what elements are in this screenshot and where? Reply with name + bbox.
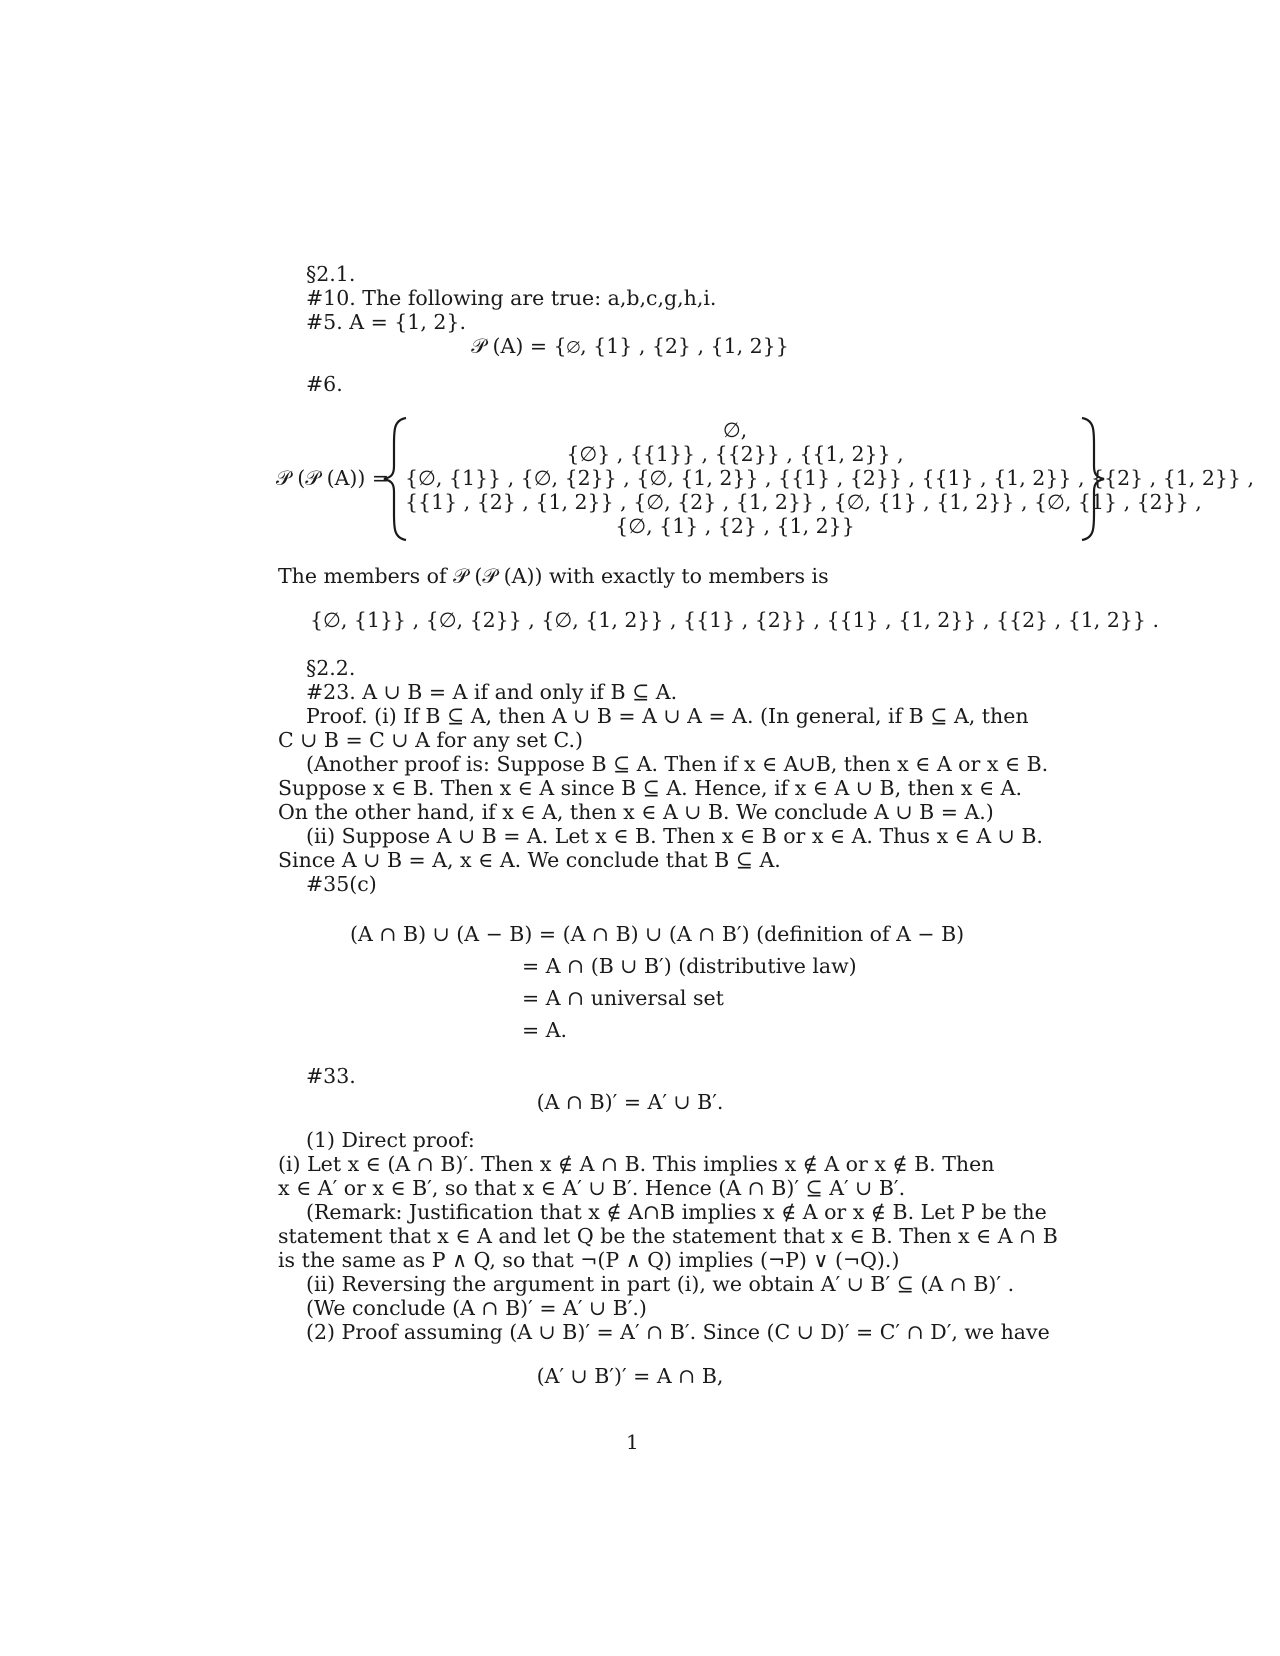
eq-35c-line-4: = A. <box>522 1018 568 1042</box>
proof-23-line-2: C ∪ B = C ∪ A for any set C.) <box>278 728 584 752</box>
problem-23: #23. A ∪ B = A if and only if B ⊆ A. <box>306 680 678 704</box>
ppa-row-3: {∅, {1}} , {∅, {2}} , {∅, {1, 2}} , {{1} , {2}} , {{1} , {1, 2}} , {{2} , {1, 2}} , <box>405 466 1254 490</box>
proof-23-line-4: Suppose x ∈ B. Then x ∈ A since B ⊆ A. Hence, if x ∈ A ∪ B, then x ∈ A. <box>278 776 1022 800</box>
ppa-row-5: {∅, {1} , {2} , {1, 2}} <box>615 514 855 538</box>
problem-33: #33. <box>306 1064 356 1088</box>
members-intro: The members of 𝒫 (𝒫 (A)) with exactly to members is <box>278 564 829 588</box>
problem-35c: #35(c) <box>306 872 377 896</box>
part-ii-line-2: (We conclude (A ∩ B)′ = A′ ∪ B′.) <box>306 1296 647 1320</box>
page-number: 1 <box>626 1430 639 1454</box>
members-list: {∅, {1}} , {∅, {2}} , {∅, {1, 2}} , {{1} , {2}} , {{1} , {1, 2}} , {{2} , {1, 2}} . <box>310 608 1159 632</box>
direct-proof-line-2: x ∈ A′ or x ∈ B′, so that x ∈ A′ ∪ B′. Hence (A ∩ B)′ ⊆ A′ ∪ B′. <box>278 1176 906 1200</box>
proof-23-line-3: (Another proof is: Suppose B ⊆ A. Then if x ∈ A∪B, then x ∈ A or x ∈ B. <box>306 752 1049 776</box>
part-ii-line-1: (ii) Reversing the argument in part (i), we obtain A′ ∪ B′ ⊆ (A ∩ B)′ . <box>306 1272 1015 1296</box>
eq-35c-line-2: = A ∩ (B ∪ B′) (distributive law) <box>522 954 857 978</box>
remark-line-2: statement that x ∈ A and let Q be the statement that x ∈ B. Then x ∈ A ∩ B <box>278 1224 1058 1248</box>
remark-line-1: (Remark: Justification that x ∉ A∩B implies x ∉ A or x ∉ B. Let P be the <box>306 1200 1047 1224</box>
proof-2-line: (2) Proof assuming (A ∪ B)′ = A′ ∩ B′. Since (C ∪ D)′ = C′ ∩ D′, we have <box>306 1320 1050 1344</box>
ppa-lhs: 𝒫 (𝒫 (A)) = <box>276 466 390 490</box>
ppa-row-2: {∅} , {{1}} , {{2}} , {{1, 2}} , <box>566 442 904 466</box>
section-heading-2-1: §2.1. <box>306 262 356 286</box>
ppa-row-4: {{1} , {2} , {1, 2}} , {∅, {2} , {1, 2}} , {∅, {1} , {1, 2}} , {∅, {1} , {2}} , <box>405 490 1202 514</box>
equation-proof-2: (A′ ∪ B′)′ = A ∩ B, <box>536 1364 724 1388</box>
power-set-equation: 𝒫 (A) = {∅, {1} , {2} , {1, 2}} <box>471 334 789 358</box>
proof-23-line-6: (ii) Suppose A ∪ B = A. Let x ∈ B. Then x ∈ B or x ∈ A. Thus x ∈ A ∪ B. <box>306 824 1043 848</box>
proof-23-line-5: On the other hand, if x ∈ A, then x ∈ A ∪ B. We conclude A ∪ B = A.) <box>278 800 994 824</box>
eq-35c-line-1: (A ∩ B) ∪ (A − B) = (A ∩ B) ∪ (A ∩ B′) (definition of A − B) <box>350 922 965 946</box>
problem-10: #10. The following are true: a,b,c,g,h,i. <box>306 286 717 310</box>
proof-23-line-1: Proof. (i) If B ⊆ A, then A ∪ B = A ∪ A = A. (In general, if B ⊆ A, then <box>306 704 1029 728</box>
direct-proof-heading: (1) Direct proof: <box>306 1128 475 1152</box>
section-heading-2-2: §2.2. <box>306 656 356 680</box>
problem-6: #6. <box>306 372 343 396</box>
proof-23-line-7: Since A ∪ B = A, x ∈ A. We conclude that B ⊆ A. <box>278 848 781 872</box>
equation-33: (A ∩ B)′ = A′ ∪ B′. <box>536 1090 724 1114</box>
ppa-row-1: ∅, <box>722 418 748 442</box>
problem-5: #5. A = {1, 2}. <box>306 310 466 334</box>
eq-35c-line-3: = A ∩ universal set <box>522 986 724 1010</box>
direct-proof-line-1: (i) Let x ∈ (A ∩ B)′. Then x ∉ A ∩ B. This implies x ∉ A or x ∉ B. Then <box>278 1152 995 1176</box>
remark-line-3: is the same as P ∧ Q, so that ¬(P ∧ Q) implies (¬P) ∨ (¬Q).) <box>278 1248 900 1272</box>
right-brace <box>1078 416 1106 542</box>
